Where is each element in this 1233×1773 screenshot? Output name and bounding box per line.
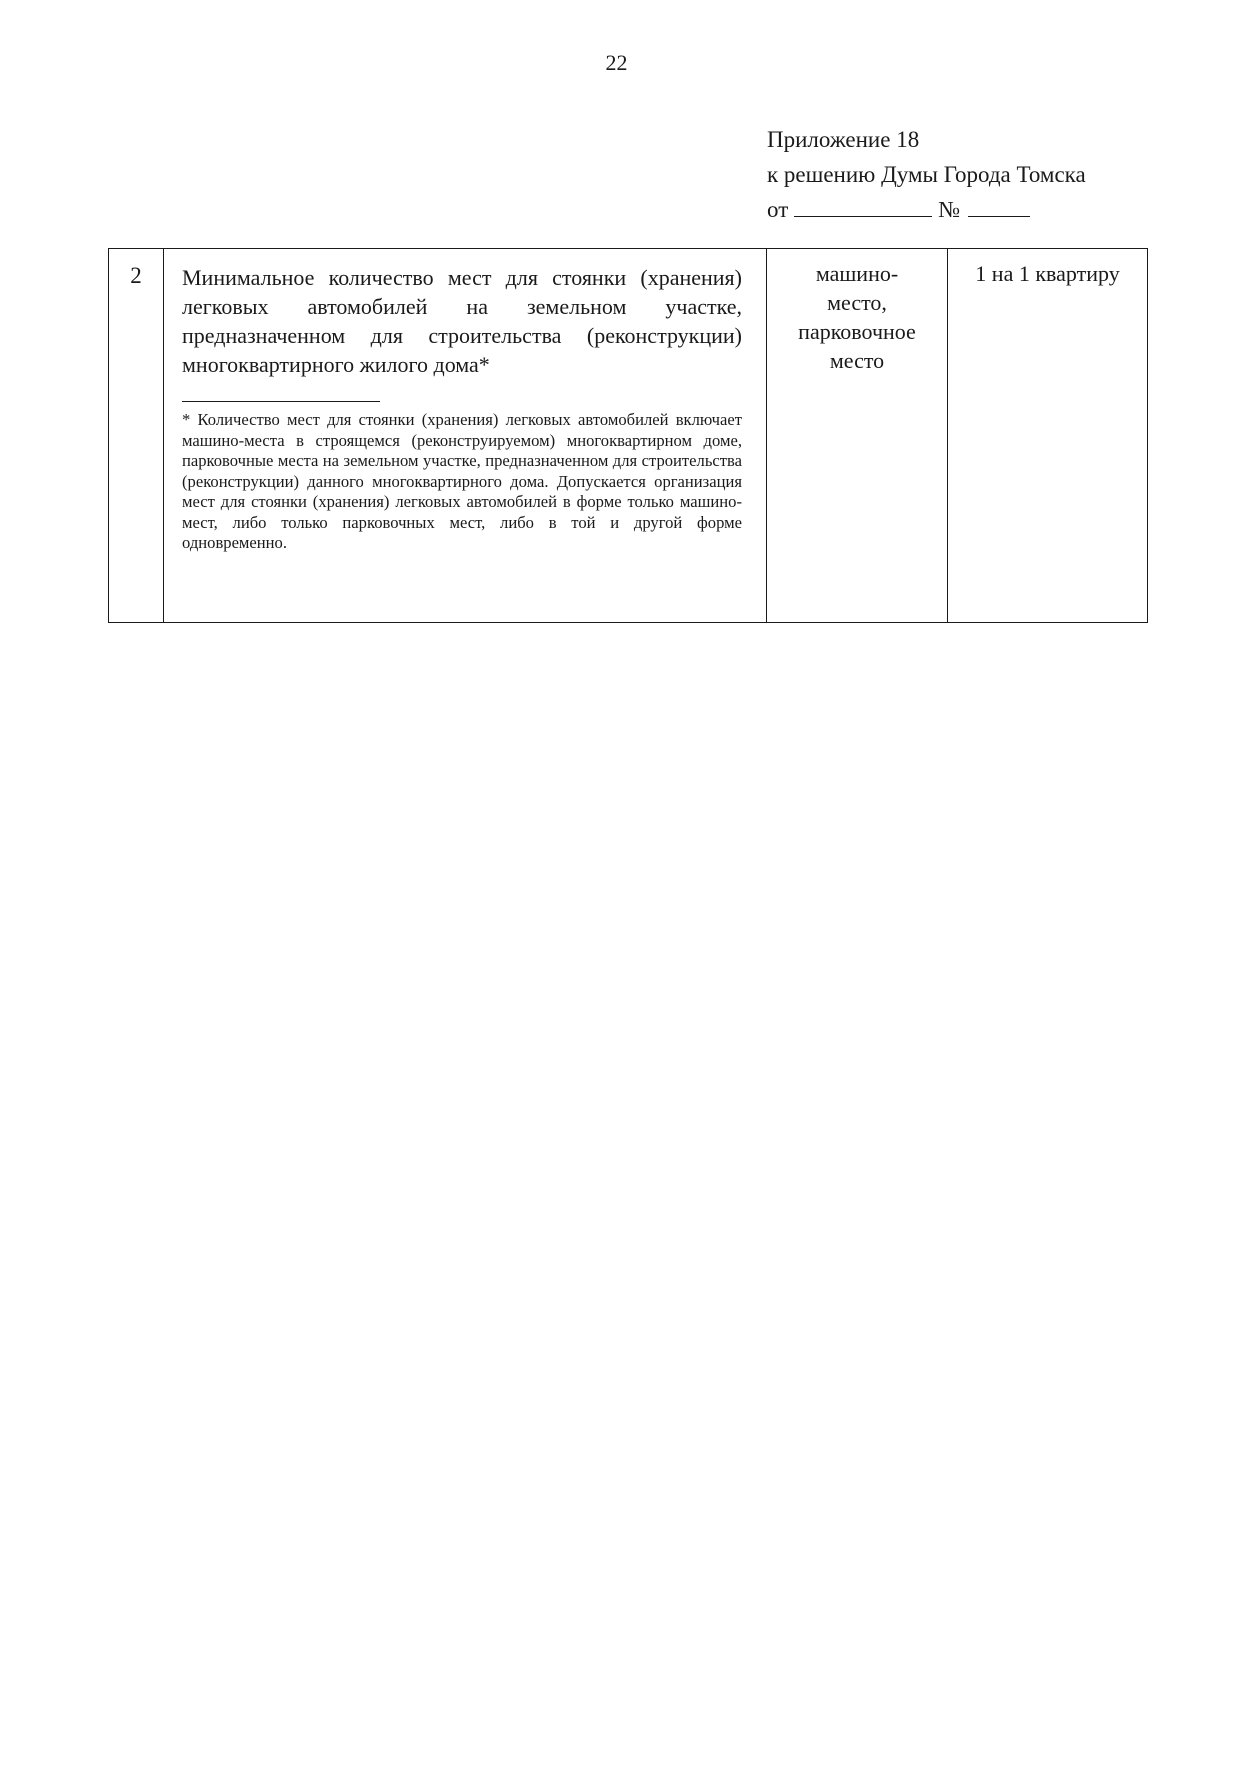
appendix-subtitle: к решению Думы Города Томска	[767, 162, 1086, 187]
unit-line: машино-	[815, 261, 899, 286]
number-blank	[968, 196, 1030, 217]
appendix-header	[767, 122, 1086, 227]
date-prefix: от	[767, 197, 789, 222]
page-number: 22	[605, 50, 628, 75]
indicator-cell	[164, 249, 767, 623]
number-sign: №	[938, 197, 961, 222]
table-row	[109, 249, 1148, 623]
norms-table	[108, 248, 1148, 623]
unit-cell	[767, 249, 948, 623]
unit-line: парковочное	[798, 319, 916, 344]
value-cell: 1 на 1 квартиру	[948, 249, 1148, 623]
footnote-text: * Количество мест для стоянки (хранения) легковых автомобилей включает машино-места в строящемся (реконструируемом) многоквартирном доме, парковочные места на земельном участке, предназначенном для строительства (реконструкции) данного многоквартирного дома. Допускается организация мест для стоянки (хранения) легковых автомобилей в форме только машино-мест, либо только парковочных мест, либо в той и другой форме одновременно.	[182, 410, 742, 552]
indicator-text: Минимальное количество мест для стоянки (хранения) легковых автомобилей на земельном участке, предназначенном для строительства (реконструкции) многоквартирного жилого дома*	[182, 265, 742, 377]
unit-line: место,	[827, 290, 887, 315]
appendix-title: Приложение 18	[767, 127, 920, 152]
appendix-date-line	[767, 192, 1086, 227]
date-blank	[794, 196, 932, 217]
footnote-divider	[182, 401, 380, 402]
row-number: 2	[109, 249, 164, 623]
unit-line: место	[829, 348, 885, 373]
